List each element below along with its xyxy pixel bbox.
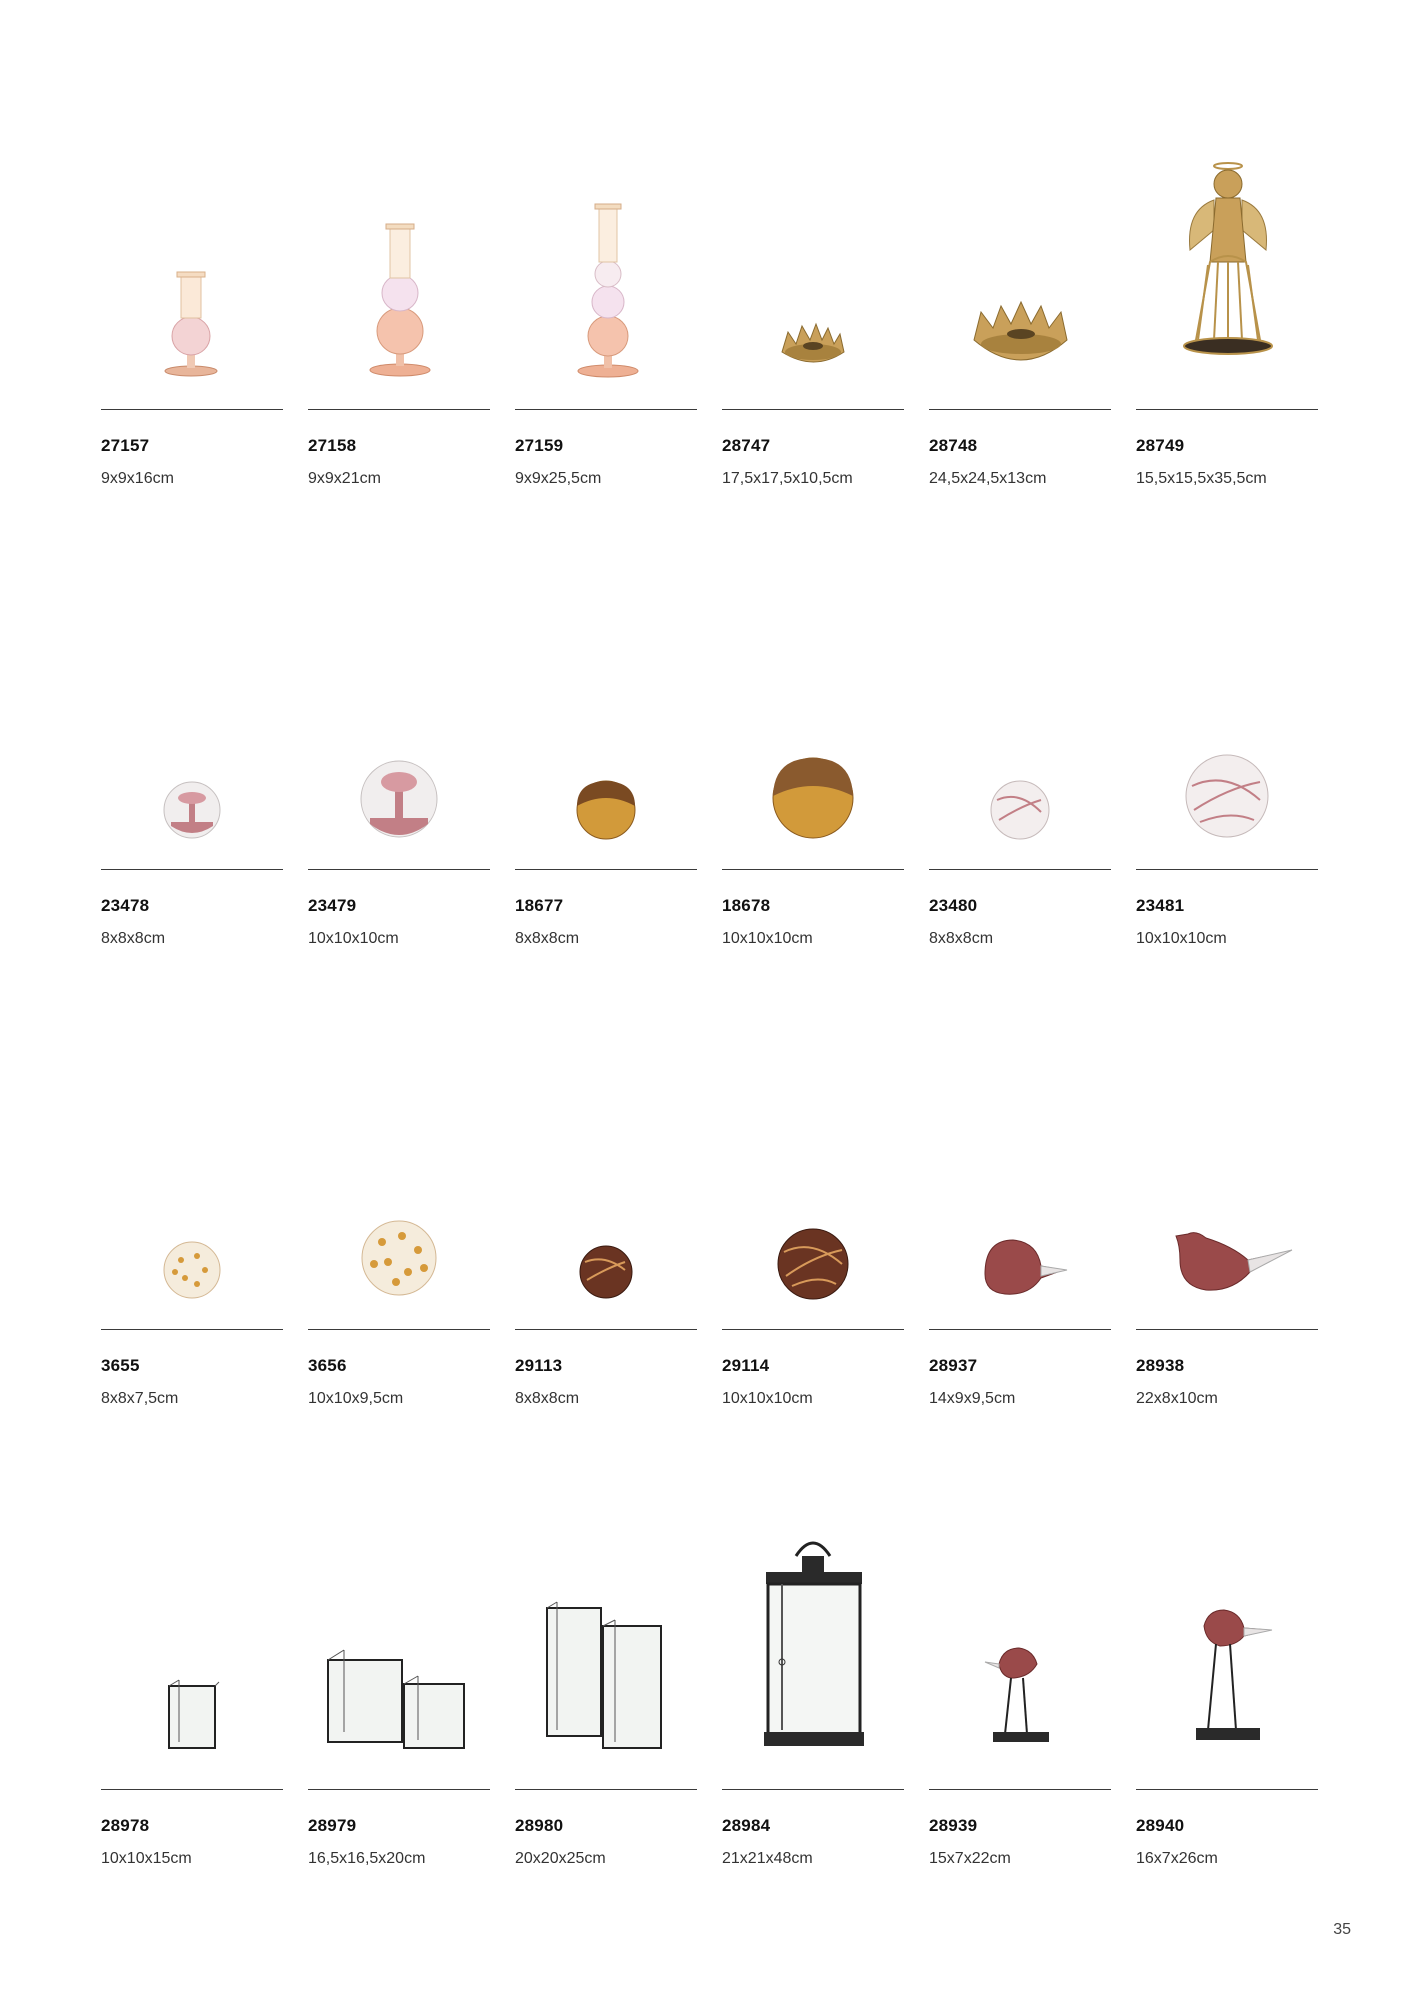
glass-box-pair-icon (308, 1380, 490, 1760)
product-card (1136, 0, 1318, 487)
product-code: 23481 (1136, 896, 1185, 915)
product-card (101, 1380, 283, 1867)
glass-candle-holder-medium-icon (308, 0, 490, 380)
product-size: 8x8x8cm (929, 930, 994, 947)
angel-lantern-icon (1136, 0, 1318, 380)
product-size: 9x9x21cm (308, 470, 381, 487)
product-code: 28984 (722, 1816, 771, 1835)
divider (929, 869, 1111, 870)
product-card (515, 0, 697, 487)
product-code: 23478 (101, 896, 150, 915)
divider (101, 869, 283, 870)
product-size: 24,5x24,5x13cm (929, 470, 1047, 487)
product-card (308, 920, 490, 1407)
product-size: 15x7x22cm (929, 1850, 1011, 1867)
product-size: 21x21x48cm (722, 1850, 813, 1867)
product-card (101, 920, 283, 1407)
product-card (515, 460, 697, 947)
divider (929, 409, 1111, 410)
product-code: 18678 (722, 896, 771, 915)
paperweight-pink-small-icon (101, 460, 283, 840)
product-code: 28980 (515, 1816, 564, 1835)
product-size: 10x10x9,5cm (308, 1390, 404, 1407)
product-card (101, 460, 283, 947)
product-card (101, 0, 283, 487)
product-size: 10x10x10cm (1136, 930, 1227, 947)
product-size: 10x10x10cm (722, 930, 813, 947)
product-code: 23480 (929, 896, 978, 915)
product-code: 28747 (722, 436, 771, 455)
product-size: 10x10x15cm (101, 1850, 192, 1867)
ball-brown-swirl-small-icon (515, 920, 697, 1300)
divider (515, 869, 697, 870)
bird-on-stand-small-icon (929, 1380, 1111, 1760)
product-size: 22x8x10cm (1136, 1390, 1218, 1407)
divider (515, 1329, 697, 1330)
product-code: 3656 (308, 1356, 347, 1375)
product-code: 28979 (308, 1816, 357, 1835)
product-card (1136, 1380, 1318, 1867)
product-code: 27159 (515, 436, 564, 455)
divider (308, 1329, 490, 1330)
product-card (515, 1380, 697, 1867)
lotus-tealight-large-icon (929, 0, 1111, 380)
ball-brown-swirl-large-icon (722, 920, 904, 1300)
product-card (1136, 920, 1318, 1407)
product-card (929, 1380, 1111, 1867)
product-size: 20x20x25cm (515, 1850, 606, 1867)
product-card (308, 0, 490, 487)
divider (1136, 409, 1318, 410)
product-card (308, 1380, 490, 1867)
divider (101, 1789, 283, 1790)
product-code: 29114 (722, 1356, 770, 1375)
product-size: 17,5x17,5x10,5cm (722, 470, 853, 487)
product-size: 10x10x10cm (308, 930, 399, 947)
product-card (929, 0, 1111, 487)
divider (515, 1789, 697, 1790)
divider (1136, 1789, 1318, 1790)
divider (1136, 1329, 1318, 1330)
lotus-tealight-small-icon (722, 0, 904, 380)
product-code: 28940 (1136, 1816, 1185, 1835)
page-number: 35 (1333, 1921, 1351, 1938)
product-size: 8x8x8cm (515, 930, 580, 947)
product-card (722, 920, 904, 1407)
product-row (101, 920, 1327, 1407)
product-card (929, 920, 1111, 1407)
bird-on-stand-large-icon (1136, 1380, 1318, 1760)
ball-amber-large-icon (722, 460, 904, 840)
divider (308, 1789, 490, 1790)
divider (1136, 869, 1318, 870)
product-card (722, 0, 904, 487)
product-code: 29113 (515, 1356, 563, 1375)
ball-speckled-small-icon (101, 920, 283, 1300)
ball-speckled-large-icon (308, 920, 490, 1300)
product-code: 28937 (929, 1356, 978, 1375)
product-code: 28748 (929, 436, 978, 455)
divider (722, 1329, 904, 1330)
product-code: 3655 (101, 1356, 140, 1375)
divider (101, 1329, 283, 1330)
product-size: 8x8x8cm (101, 930, 166, 947)
product-code: 28939 (929, 1816, 978, 1835)
product-code: 27158 (308, 436, 357, 455)
product-size: 16,5x16,5x20cm (308, 1850, 426, 1867)
glass-tower-pair-icon (515, 1380, 697, 1760)
product-size: 10x10x10cm (722, 1390, 813, 1407)
product-row (101, 1380, 1327, 1867)
product-size: 14x9x9,5cm (929, 1390, 1016, 1407)
divider (515, 409, 697, 410)
product-card (515, 920, 697, 1407)
divider (308, 869, 490, 870)
ball-swirl-small-icon (929, 460, 1111, 840)
product-code: 28749 (1136, 436, 1185, 455)
glass-bird-large-icon (1136, 920, 1318, 1300)
product-card (722, 460, 904, 947)
product-size: 8x8x7,5cm (101, 1390, 179, 1407)
divider (929, 1329, 1111, 1330)
product-row (101, 460, 1327, 947)
divider (308, 409, 490, 410)
product-size: 9x9x25,5cm (515, 470, 602, 487)
glass-box-small-icon (101, 1380, 283, 1760)
product-row (101, 0, 1327, 487)
product-card (929, 460, 1111, 947)
glass-candle-holder-small-icon (101, 0, 283, 380)
product-card (308, 460, 490, 947)
paperweight-pink-large-icon (308, 460, 490, 840)
lantern-icon (722, 1380, 904, 1760)
product-code: 28978 (101, 1816, 150, 1835)
product-code: 28938 (1136, 1356, 1185, 1375)
ball-swirl-large-icon (1136, 460, 1318, 840)
product-code: 23479 (308, 896, 357, 915)
glass-candle-holder-large-icon (515, 0, 697, 380)
divider (722, 409, 904, 410)
product-size: 16x7x26cm (1136, 1850, 1218, 1867)
product-size: 15,5x15,5x35,5cm (1136, 470, 1267, 487)
product-card (1136, 460, 1318, 947)
product-size: 9x9x16cm (101, 470, 174, 487)
divider (722, 1789, 904, 1790)
divider (722, 869, 904, 870)
product-code: 27157 (101, 436, 150, 455)
divider (929, 1789, 1111, 1790)
ball-amber-small-icon (515, 460, 697, 840)
glass-bird-small-icon (929, 920, 1111, 1300)
divider (101, 409, 283, 410)
product-size: 8x8x8cm (515, 1390, 580, 1407)
product-card (722, 1380, 904, 1867)
product-code: 18677 (515, 896, 564, 915)
